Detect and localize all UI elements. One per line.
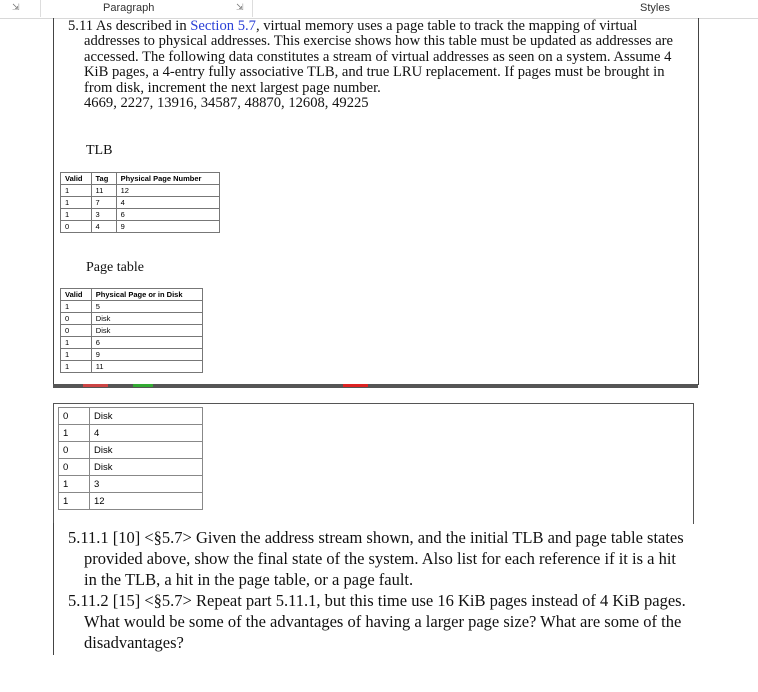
table-row	[61, 325, 203, 337]
header-cell: Physical Page Number	[116, 173, 219, 185]
cell: 5	[91, 301, 202, 313]
ribbon	[0, 0, 758, 19]
address-stream: 4669, 2227, 13916, 34587, 48870, 12608, 49225	[84, 95, 369, 112]
question-5-11-1: 5.11.1 [10] <§5.7> Given the address stream shown, and the initial TLB and page table states provided above, show the final state of the system. Also list for each reference if it is a hit in the TLB, a hit in the page table, or a page fault.	[68, 528, 684, 589]
cell: 12	[116, 185, 219, 197]
cell: 11	[91, 185, 116, 197]
ribbon-group-styles: Styles	[640, 2, 670, 14]
table-row	[61, 349, 203, 361]
cell: 9	[91, 349, 202, 361]
cell: 0	[61, 313, 92, 325]
cell: 1	[61, 209, 92, 221]
cell: 0	[59, 442, 90, 459]
table-row	[61, 221, 220, 233]
divider	[252, 0, 253, 17]
table-row	[59, 476, 203, 493]
cell: 1	[61, 337, 92, 349]
cell: 1	[59, 476, 90, 493]
table-row	[59, 408, 203, 425]
cell: Disk	[90, 408, 203, 425]
cell: 6	[116, 209, 219, 221]
table-row	[61, 209, 220, 221]
page-table-caption: Page table	[86, 260, 144, 275]
cell: 6	[91, 337, 202, 349]
table-row	[61, 337, 203, 349]
exercise-intro: 5.11 As described in Section 5.7, virtual memory uses a page table to track the mapping of virtual addresses to physical addresses. This exercise shows how this table must be updated as addresses are accessed. The following data constitutes a stream of virtual addresses as seen on a system. Assume 4 KiB pages, a 4-entry fully associative TLB, and true LRU replacement. If pages must be brought in from disk, increment the next largest page number. 4669, 2227, 13916, 34587, 48870, 12608, 49225	[68, 19, 693, 111]
divider	[40, 0, 41, 17]
table-row	[59, 442, 203, 459]
dialog-launcher-icon[interactable]: ⇲	[12, 2, 20, 12]
cell: 0	[61, 325, 92, 337]
image-frame-left	[53, 523, 54, 655]
page-table	[60, 288, 203, 373]
table-header	[61, 173, 220, 185]
cell: 1	[61, 301, 92, 313]
section-link[interactable]: Section 5.7	[190, 18, 256, 34]
cell: Disk	[91, 313, 202, 325]
tlb-caption: TLB	[86, 143, 113, 158]
cell: 4	[90, 425, 203, 442]
paragraph-launcher-icon[interactable]: ⇲	[236, 2, 244, 12]
cell: 1	[61, 185, 92, 197]
image-crop-bar	[53, 384, 698, 388]
page-table-continued	[58, 407, 203, 510]
table-row	[61, 185, 220, 197]
cell: 1	[61, 349, 92, 361]
cell: 3	[90, 476, 203, 493]
cell: 9	[116, 221, 219, 233]
cell: 0	[59, 408, 90, 425]
header-cell: Tag	[91, 173, 116, 185]
cell: 0	[61, 221, 92, 233]
table-row	[61, 301, 203, 313]
cell: 0	[59, 459, 90, 476]
cell: 3	[91, 209, 116, 221]
cell: Disk	[90, 459, 203, 476]
cell: 1	[61, 197, 92, 209]
table-header	[61, 289, 203, 301]
cell: 1	[59, 425, 90, 442]
ribbon-group-paragraph: Paragraph	[103, 2, 155, 14]
question-5-11-2: 5.11.2 [15] <§5.7> Repeat part 5.11.1, but this time use 16 KiB pages instead of 4 KiB pages. What would be some of the advantages of having a larger page size? What are some of the disadvantages?	[68, 591, 686, 652]
table-row	[61, 197, 220, 209]
cell: Disk	[91, 325, 202, 337]
header-cell: Valid	[61, 173, 92, 185]
cell: Disk	[90, 442, 203, 459]
header-cell: Valid	[61, 289, 92, 301]
table-row	[61, 361, 203, 373]
table-row	[61, 313, 203, 325]
table-row	[59, 493, 203, 510]
cell: 12	[90, 493, 203, 510]
questions	[68, 527, 688, 653]
cell: 4	[91, 221, 116, 233]
cell: 4	[116, 197, 219, 209]
cell: 7	[91, 197, 116, 209]
cell: 11	[91, 361, 202, 373]
cell: 1	[59, 493, 90, 510]
header-cell: Physical Page or in Disk	[91, 289, 202, 301]
table-row	[59, 425, 203, 442]
cell: 1	[61, 361, 92, 373]
table-row	[59, 459, 203, 476]
tlb-table	[60, 172, 220, 233]
